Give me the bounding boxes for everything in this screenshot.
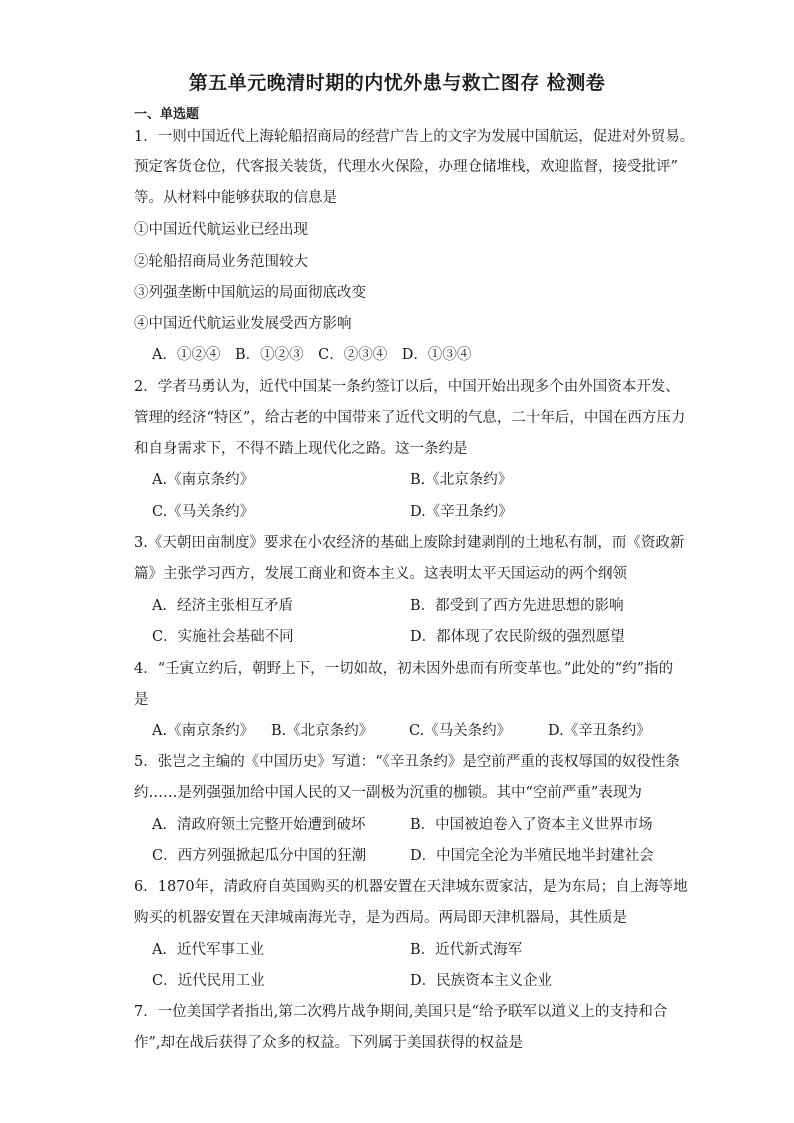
q4-option-b: B.《北京条约》 xyxy=(271,723,374,739)
q6-option-c: C．近代民用工业 xyxy=(152,973,265,989)
page-title: 第五单元晚清时期的内忧外患与救亡图存 检测卷 xyxy=(188,72,606,94)
q4-option-c: C.《马关条约》 xyxy=(409,723,512,739)
q2-option-a: A.《南京条约》 xyxy=(152,472,255,488)
q5-option-a: A．清政府领土完整开始遭到破坏 xyxy=(152,817,366,833)
q3-option-c: C．实施社会基础不同 xyxy=(152,629,294,645)
q6-line-1: 6．1870年，清政府自英国购买的机器安置在天津城东贾家沽，是为东局；自上海等地 xyxy=(134,879,688,895)
q5-line-1: 5．张岂之主编的《中国历史》写道：“《辛丑条约》是空前严重的丧权辱国的奴役性条 xyxy=(134,754,680,770)
q2-option-b: B.《北京条约》 xyxy=(410,472,513,488)
q3-option-b: B．都受到了西方先进思想的影响 xyxy=(410,598,624,614)
q2-line-2: 管理的经济“特区”，给古老的中国带来了近代文明的气息，二十年后，中国在西方压力 xyxy=(134,410,686,426)
q2-option-c: C.《马关条约》 xyxy=(152,504,255,520)
q1-statement-2: ②轮船招商局业务范围较大 xyxy=(134,254,308,270)
q1-line-2: 预定客货仓位，代客报关装货，代理水火保险，办理仓储堆栈，欢迎监督，接受批评” xyxy=(134,159,678,175)
q6-option-d: D．民族资本主义企业 xyxy=(410,973,553,989)
q5-line-2: 约……是列强强加给中国人民的又一副极为沉重的枷锁。其中“空前严重”表现为 xyxy=(134,785,642,801)
q4-option-d: D.《辛丑条约》 xyxy=(548,723,651,739)
q7-line-1: 7．一位美国学者指出,第二次鸦片战争期间,美国只是“给予联军以道义上的支持和合 xyxy=(134,1004,668,1020)
q6-option-b: B．近代新式海军 xyxy=(410,942,523,958)
section-heading: 一、单选题 xyxy=(134,107,200,122)
q3-line-2: 篇》主张学习西方，发展工商业和资本主义。这表明太平天国运动的两个纲领 xyxy=(134,566,627,582)
q5-option-d: D．中国完全沦为半殖民地半封建社会 xyxy=(410,848,654,864)
q5-option-c: C．西方列强掀起瓜分中国的狂潮 xyxy=(152,848,367,864)
q4-option-a: A.《南京条约》 xyxy=(152,723,255,739)
q2-line-1: 2．学者马勇认为，近代中国某一条约签订以后，中国开始出现多个由外国资本开发、 xyxy=(134,379,680,395)
q1-line-3: 等。从材料中能够获取的信息是 xyxy=(134,190,337,206)
q3-option-d: D．都体现了农民阶级的强烈愿望 xyxy=(410,629,625,645)
q6-option-a: A．近代军事工业 xyxy=(152,942,264,958)
q1-statement-1: ①中国近代航运业已经出现 xyxy=(134,222,308,238)
q1-line-1: 1．一则中国近代上海轮船招商局的经营广告上的文字为发展中国航运，促进对外贸易。 xyxy=(134,129,695,145)
q3-line-1: 3.《天朝田亩制度》要求在小农经济的基础上废除封建剥削的土地私有制，而《资政新 xyxy=(134,535,685,551)
q3-option-a: A．经济主张相互矛盾 xyxy=(152,598,293,614)
q4-line-2: 是 xyxy=(134,692,149,708)
q1-statement-3: ③列强垄断中国航运的局面彻底改变 xyxy=(134,285,366,301)
q1-statement-4: ④中国近代航运业发展受西方影响 xyxy=(134,316,352,332)
q2-option-d: D.《辛丑条约》 xyxy=(410,504,513,520)
q6-line-2: 购买的机器安置在天津城南海光寺，是为西局。两局即天津机器局，其性质是 xyxy=(134,910,627,926)
q7-line-2: 作”,却在战后获得了众多的权益。下列属于美国获得的权益是 xyxy=(134,1035,524,1051)
q5-option-b: B．中国被迫卷入了资本主义世界市场 xyxy=(410,817,653,833)
q1-options: A．①②④ B．①②③ C．②③④ D．①③④ xyxy=(152,347,472,363)
q4-line-1: 4．“壬寅立约后，朝野上下，一切如故，初未因外患而有所变革也。”此处的“约”指的 xyxy=(134,661,674,677)
q2-line-3: 和自身需求下，不得不踏上现代化之路。这一条约是 xyxy=(134,441,468,457)
